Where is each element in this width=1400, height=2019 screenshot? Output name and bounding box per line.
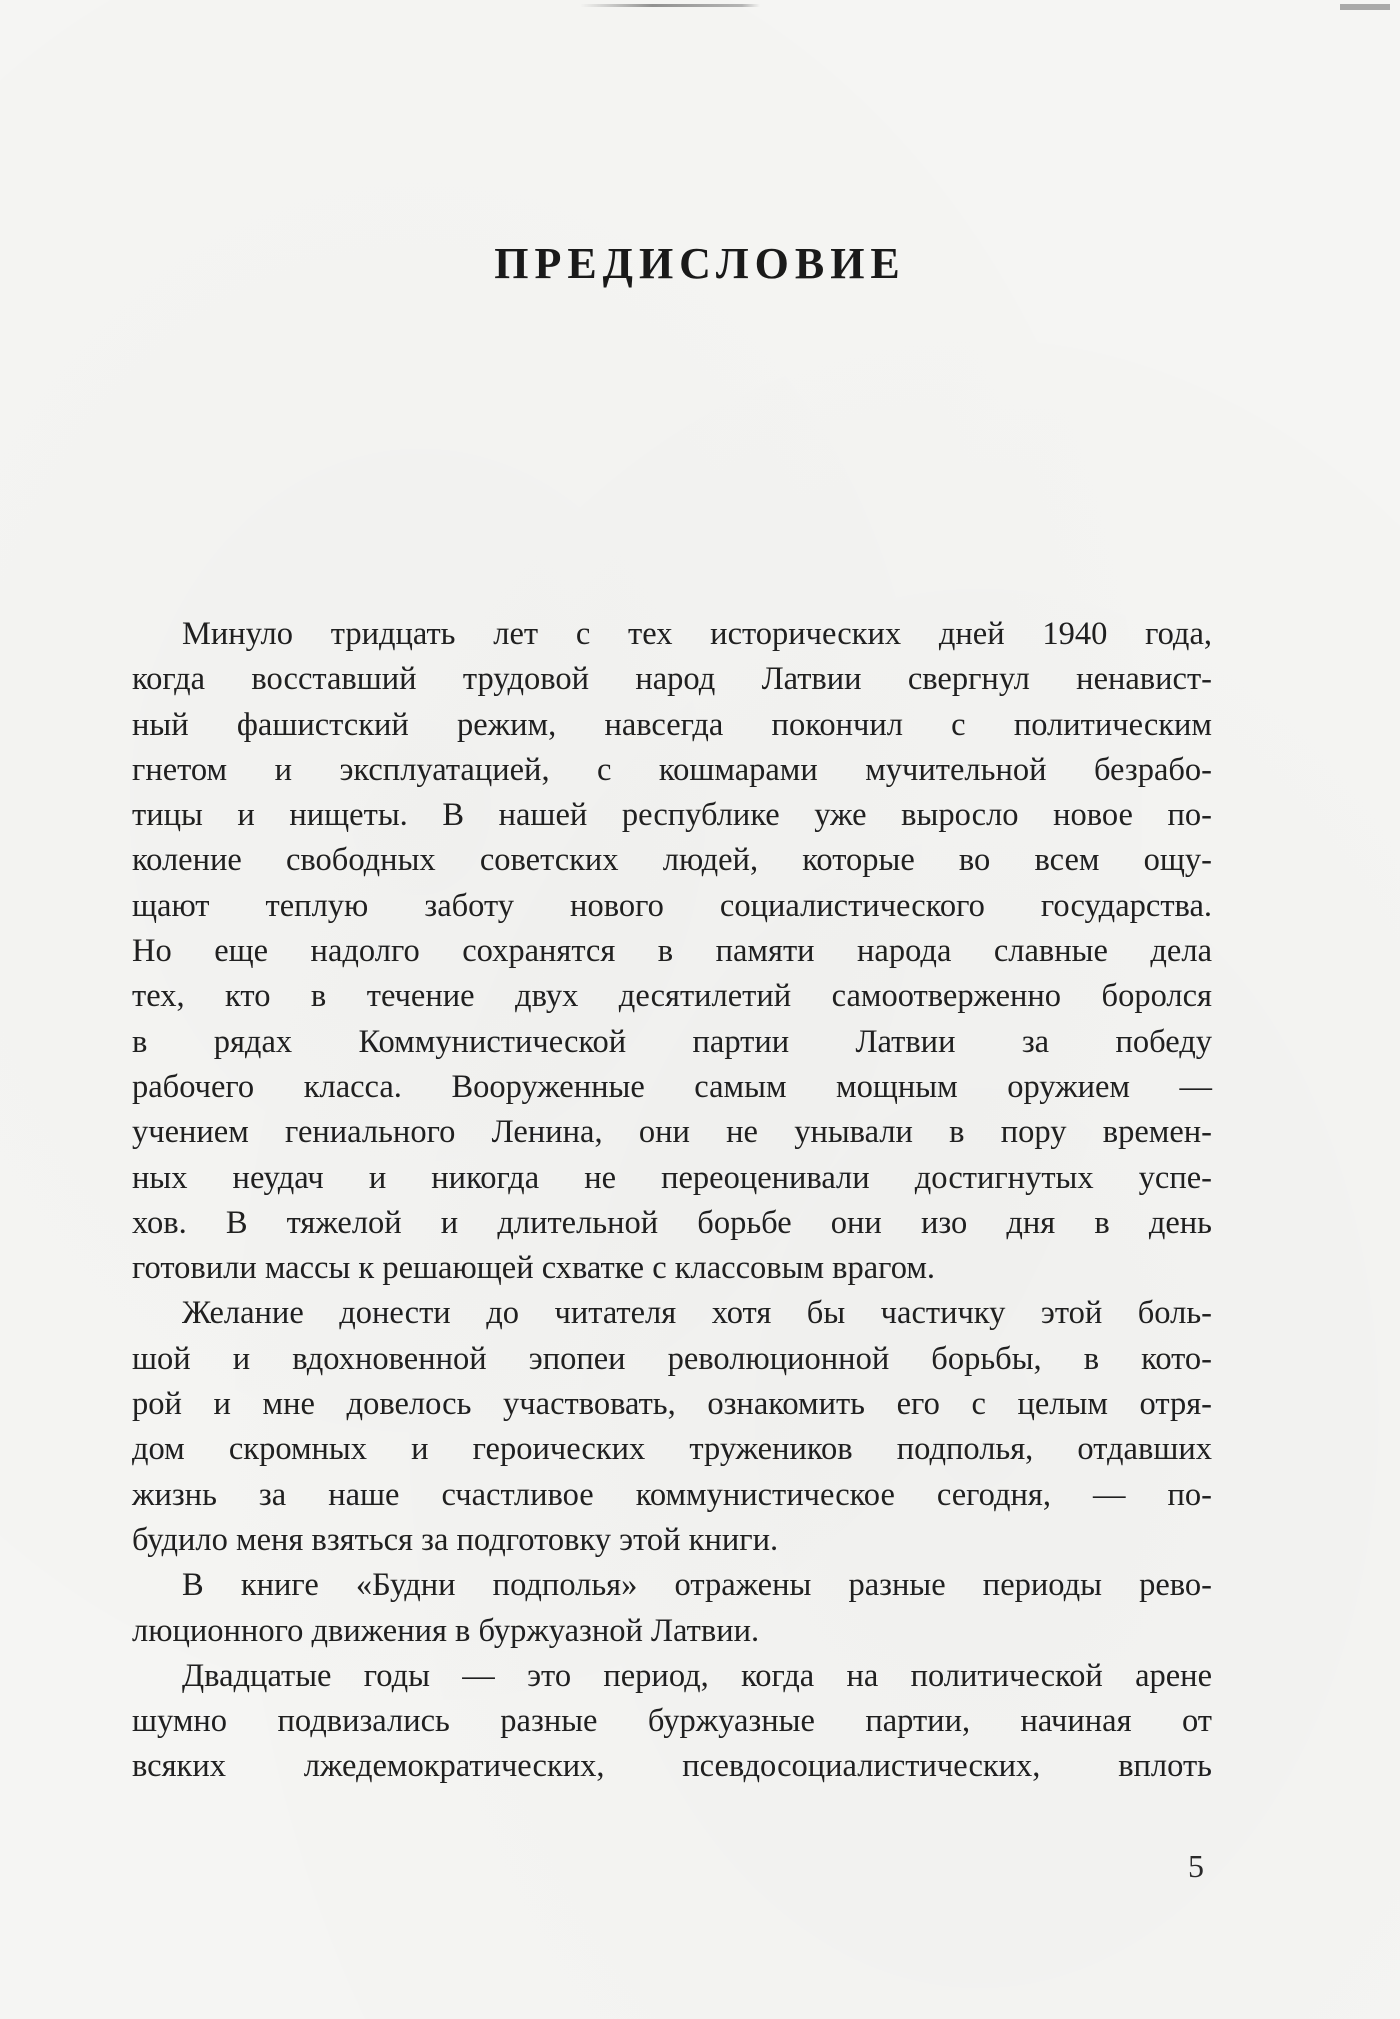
- text-line: жизнь за наше счастливое коммунистическое сегодня, — по-: [132, 1476, 1212, 1513]
- text-line: тицы и нищеты. В нашей республике уже выросло новое по-: [132, 797, 1212, 834]
- text-line: ных неудач и никогда не переоценивали достигнутых успе-: [132, 1159, 1212, 1196]
- text-line: ный фашистский режим, навсегда покончил с политическим: [132, 706, 1212, 743]
- text-line: Минуло тридцать лет с тех исторических дней 1940 года,: [182, 616, 1212, 652]
- text-line: щают теплую заботу нового социалистического государства.: [132, 887, 1212, 924]
- page-number: 5: [1188, 1848, 1204, 1884]
- text-line: В книге «Будни подполья» отражены разные периоды рево-: [182, 1567, 1212, 1604]
- text-line: готовили массы к решающей схватке с классовым врагом.: [132, 1250, 936, 1287]
- scan-edge-mark: [580, 4, 760, 7]
- text-line: Но еще надолго сохранятся в памяти народа славные дела: [132, 933, 1212, 970]
- text-line: рабочего класса. Вооруженные самым мощным оружием —: [132, 1068, 1212, 1105]
- text-line: Двадцатые годы — это период, когда на политической арене: [182, 1657, 1212, 1694]
- text-line: учением гениального Ленина, они не унывали в пору времен-: [132, 1114, 1212, 1151]
- text-line: шой и вдохновенной эпопеи революционной борьбы, в кото-: [132, 1340, 1212, 1377]
- text-line: гнетом и эксплуатацией, с кошмарами мучительной безрабо-: [132, 751, 1212, 788]
- text-line: Желание донести до читателя хотя бы частичку этой боль-: [182, 1295, 1212, 1332]
- page-title: ПРЕДИСЛОВИЕ: [494, 239, 906, 288]
- paragraph: [132, 612, 1212, 1291]
- text-line: люционного движения в буржуазной Латвии.: [132, 1612, 760, 1649]
- text-line: шумно подвизались разные буржуазные партии, начиная от: [132, 1703, 1212, 1740]
- text-line: тех, кто в течение двух десятилетий самоотверженно боролся: [132, 978, 1212, 1015]
- text-line: коление свободных советских людей, которые во всем ощу-: [132, 842, 1212, 879]
- scan-edge-mark: [1340, 4, 1390, 10]
- text-line: всяких лжедемократических, псевдосоциалистических, вплоть: [132, 1748, 1212, 1785]
- text-line: рой и мне довелось участвовать, ознакомить его с целым отря-: [132, 1386, 1212, 1423]
- paragraph: [132, 1291, 1212, 1563]
- body-text: [132, 612, 1212, 1790]
- text-line: дом скромных и героических тружеников подполья, отдавших: [132, 1431, 1212, 1468]
- text-line: в рядах Коммунистической партии Латвии за победу: [132, 1023, 1212, 1060]
- paragraph: [132, 1654, 1212, 1790]
- text-line: будило меня взяться за подготовку этой книги.: [132, 1521, 779, 1558]
- text-line: когда восставший трудовой народ Латвии свергнул ненавист-: [132, 661, 1212, 698]
- paragraph: [132, 1563, 1212, 1654]
- text-line: хов. В тяжелой и длительной борьбе они изо дня в день: [132, 1204, 1212, 1241]
